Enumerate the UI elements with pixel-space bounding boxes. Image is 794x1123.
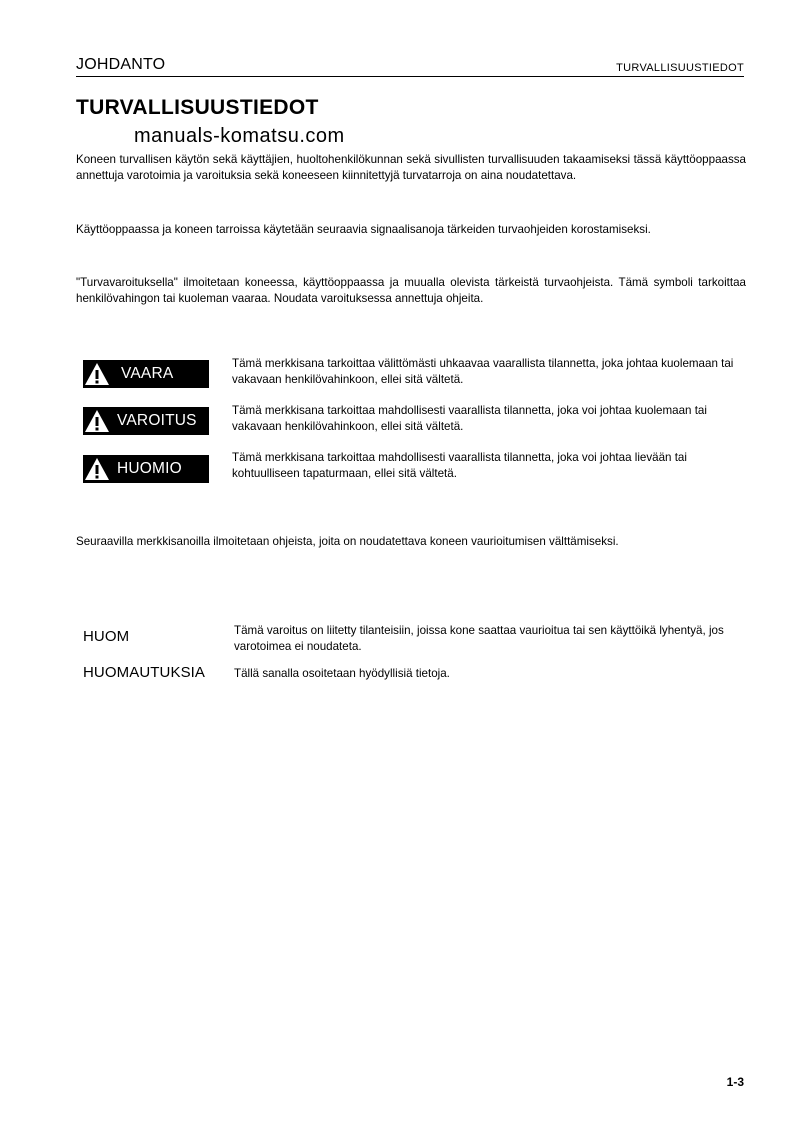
notice-description-huom: Tämä varoitus on liitetty tilanteisiin, joissa kone saattaa vaurioitua tai sen käyttöikä lyhentyä, jos varotoimea ei noudateta. bbox=[234, 624, 724, 653]
notice-word-huom: HUOM bbox=[83, 628, 130, 645]
signal-description-varoitus: Tämä merkkisana tarkoittaa mahdollisesti vaarallista tilannetta, joka voi johtaa kuolemaan tai vakavaan henkilövahinkoon, ellei sitä vältetä. bbox=[232, 404, 707, 433]
header-topic: TURVALLISUUSTIEDOT bbox=[616, 62, 744, 74]
warning-triangle-icon bbox=[83, 407, 111, 435]
signal-label-text: HUOMIO bbox=[117, 460, 182, 477]
signal-words-paragraph: Käyttöoppaassa ja koneen tarroissa käytetään seuraavia signaalisanoja tärkeiden turvaohjeiden korostamiseksi. bbox=[76, 223, 651, 236]
damage-notes-paragraph: Seuraavilla merkkisanoilla ilmoitetaan ohjeista, joita on noudatettava koneen vaurioitumisen välttämiseksi. bbox=[76, 535, 619, 548]
notice-word-huomautuksia: HUOMAUTUKSIA bbox=[83, 664, 206, 681]
page-number: 1-3 bbox=[726, 1075, 744, 1089]
intro-paragraph: Koneen turvallisen käytön sekä käyttäjien, huoltohenkilökunnan sekä sivullisten turvallisuuden takaamiseksi tässä käyttöoppaassa annettuja varotoimia ja varoituksia sekä koneeseen kiinnitettyjä turvatarroja on aina noudatettava. bbox=[76, 153, 746, 182]
signal-label-text: VAARA bbox=[121, 365, 174, 382]
warning-triangle-icon bbox=[83, 360, 111, 388]
page-header bbox=[76, 54, 744, 77]
warning-symbol-paragraph: "Turvavaroituksella" ilmoitetaan koneessa, käyttöoppaassa ja muualla olevista tärkeistä turvaohjeista. Tämä symboli tarkoittaa henkilövahingon tai kuoleman vaaraa. Noudata varoituksessa annettuja ohjeita. bbox=[76, 276, 746, 305]
signal-label-text: VAROITUS bbox=[117, 412, 197, 429]
watermark-text: manuals-komatsu.com bbox=[134, 125, 345, 147]
signal-label-huomio bbox=[83, 455, 209, 483]
notice-description-huomautuksia: Tällä sanalla osoitetaan hyödyllisiä tietoja. bbox=[234, 667, 450, 680]
signal-label-varoitus bbox=[83, 407, 209, 435]
page-title: TURVALLISUUSTIEDOT bbox=[76, 96, 319, 119]
signal-description-vaara: Tämä merkkisana tarkoittaa välittömästi uhkaavaa vaarallista tilannetta, joka johtaa kuolemaan tai vakavaan henkilövahinkoon, ellei sitä vältetä. bbox=[232, 357, 734, 386]
signal-description-huomio: Tämä merkkisana tarkoittaa mahdollisesti vaarallista tilannetta, joka voi johtaa lievään tai kohtuulliseen tapaturmaan, ellei sitä vältetä. bbox=[232, 451, 687, 480]
signal-label-vaara bbox=[83, 360, 209, 388]
header-section: JOHDANTO bbox=[76, 56, 166, 73]
warning-triangle-icon bbox=[83, 455, 111, 483]
